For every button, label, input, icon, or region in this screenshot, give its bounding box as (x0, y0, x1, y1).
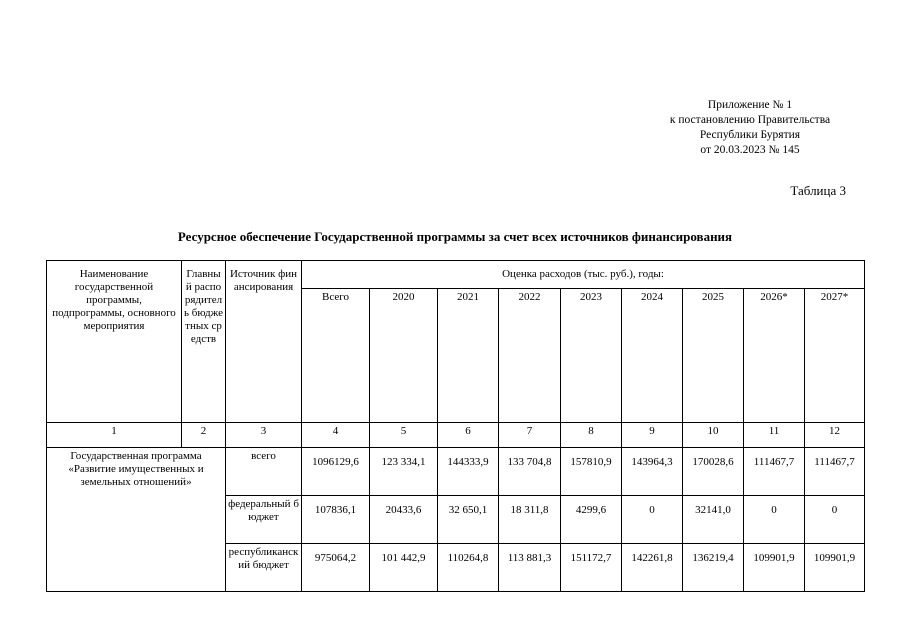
header-estimate: Оценка расходов (тыс. руб.), годы: (302, 261, 865, 289)
value-cell: 0 (622, 496, 683, 544)
header-year-2023: 2023 (561, 289, 622, 423)
value-cell: 20433,6 (370, 496, 438, 544)
value-cell: 123 334,1 (370, 448, 438, 496)
header-year-2026: 2026* (744, 289, 805, 423)
value-cell: 136219,4 (683, 544, 744, 592)
value-cell: 18 311,8 (499, 496, 561, 544)
column-number-row (47, 423, 865, 448)
value-cell: 0 (805, 496, 865, 544)
program-name: Государственная программа «Развитие имущественных и земельных отношений» (47, 448, 226, 592)
value-cell: 113 881,3 (499, 544, 561, 592)
appendix-line-1: Приложение № 1 (707, 99, 793, 111)
column-number: 11 (744, 423, 805, 448)
header-admin: Главный распорядитель бюджетных средств (182, 261, 226, 423)
table-number: Таблица 3 (790, 183, 846, 198)
header-year-2020: 2020 (370, 289, 438, 423)
value-cell: 157810,9 (561, 448, 622, 496)
value-cell: 1096129,6 (302, 448, 370, 496)
funding-source: всего (226, 448, 302, 496)
header-year-2022: 2022 (499, 289, 561, 423)
column-number: 8 (561, 423, 622, 448)
appendix-line-4: от 20.03.2023 № 145 (700, 144, 800, 156)
value-cell: 111467,7 (744, 448, 805, 496)
appendix-line-3: Республики Бурятия (699, 129, 801, 141)
value-cell: 32 650,1 (438, 496, 499, 544)
header-year-2025: 2025 (683, 289, 744, 423)
header-row-1 (47, 261, 865, 289)
column-number: 7 (499, 423, 561, 448)
value-cell: 170028,6 (683, 448, 744, 496)
value-cell: 111467,7 (805, 448, 865, 496)
resource-table (46, 260, 865, 592)
funding-source: республиканский бюджет (226, 544, 302, 592)
column-number: 4 (302, 423, 370, 448)
value-cell: 142261,8 (622, 544, 683, 592)
header-year-2027: 2027* (805, 289, 865, 423)
value-cell: 4299,6 (561, 496, 622, 544)
value-cell: 144333,9 (438, 448, 499, 496)
value-cell: 109901,9 (744, 544, 805, 592)
value-cell: 975064,2 (302, 544, 370, 592)
value-cell: 133 704,8 (499, 448, 561, 496)
header-year-2024: 2024 (622, 289, 683, 423)
value-cell: 143964,3 (622, 448, 683, 496)
value-cell: 32141,0 (683, 496, 744, 544)
header-source: Источник финансирования (226, 261, 302, 423)
table-row-total (47, 448, 865, 496)
column-number: 2 (182, 423, 226, 448)
column-number: 3 (226, 423, 302, 448)
column-number: 1 (47, 423, 182, 448)
header-year-2021: 2021 (438, 289, 499, 423)
appendix-line-2: к постановлению Правительства (669, 114, 831, 126)
value-cell: 0 (744, 496, 805, 544)
value-cell: 107836,1 (302, 496, 370, 544)
funding-source: федеральный бюджет (226, 496, 302, 544)
value-cell: 109901,9 (805, 544, 865, 592)
column-number: 12 (805, 423, 865, 448)
value-cell: 151172,7 (561, 544, 622, 592)
column-number: 6 (438, 423, 499, 448)
header-name: Наименование государственной программы, подпрограммы, основного мероприятия (47, 261, 182, 423)
column-number: 5 (370, 423, 438, 448)
header-year-total: Всего (302, 289, 370, 423)
value-cell: 110264,8 (438, 544, 499, 592)
value-cell: 101 442,9 (370, 544, 438, 592)
column-number: 9 (622, 423, 683, 448)
appendix-block (640, 98, 860, 158)
document-title: Ресурсное обеспечение Государственной программы за счет всех источников финансирования (177, 229, 733, 244)
column-number: 10 (683, 423, 744, 448)
